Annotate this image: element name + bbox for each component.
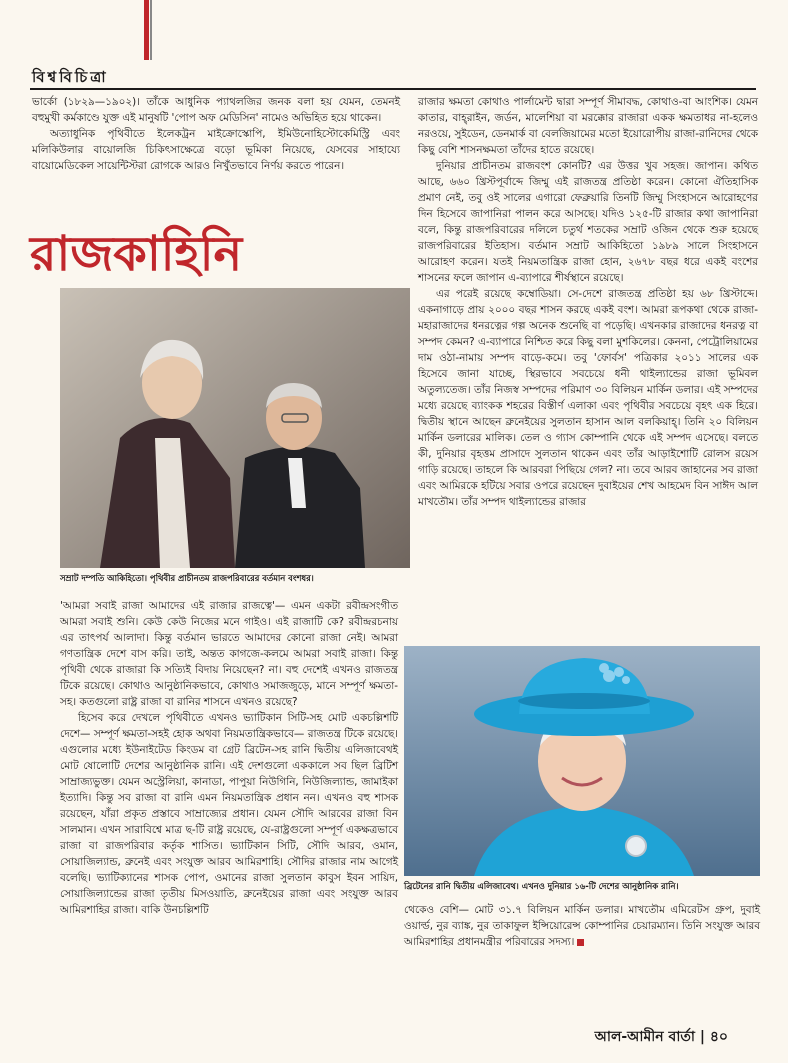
end-mark xyxy=(577,939,584,946)
magazine-name: আল-আমীন বার্তা xyxy=(594,1029,695,1045)
header-divider-bar xyxy=(150,0,152,60)
paragraph: অত্যাধুনিক পৃথিবীতে ইলেকট্রন মাইক্রোস্কোপি, ইমিউনোহিস্টোকেমিস্ট্রি এবং মলিকিউলার বায়োলজি চিকিৎসাক্ষেত্রে বড়ো ভূমিকা নিয়েছে, যেসবের সাহায্যে বায়োমেডিকেল সায়েন্টিস্টরা রোগকে আরও নিখুঁতভাবে নির্ণয় করতে পারেন। xyxy=(32,128,400,172)
queen-photo xyxy=(404,646,760,876)
page-number: ৪০ xyxy=(709,1029,728,1045)
left-top-column xyxy=(32,94,400,174)
header-accent-bar xyxy=(144,0,149,60)
paragraph: রাজার ক্ষমতা কোথাও পার্লামেন্ট দ্বারা সম্পূর্ণ সীমাবদ্ধ, কোথাও-বা আংশিক। যেমন কাতার, বাহ্‌রাইন, জর্ডন, মালেশিয়া বা মরক্কোর রাজারা একক ক্ষমতাধর না-হলেও নরওয়ে, সুইডেন, ডেনমার্ক বা বেলজিয়ামের মতো ইয়োরোপীয় রাজা-রানিদের থেকে কিছু বেশি শাসনক্ষমতা তাঁদের হাতে রয়েছে। xyxy=(418,96,758,156)
right-bottom-column xyxy=(404,902,760,950)
left-bottom-column xyxy=(60,598,398,918)
footer-separator: | xyxy=(699,1029,705,1045)
article-title: রাজকাহিনি xyxy=(30,226,243,282)
paragraph: ভার্কো (১৮২৯—১৯০২)। তাঁকে আধুনিক প্যাথলজির জনক বলা হয় যেমন, তেমনই বহুমুখী কর্মকাণ্ডে যুক্ত এই মানুষটি 'পোপ অফ মেডিসিন' নামেও অভিহিত হয়ে থাকেন। xyxy=(32,96,400,124)
header-rule xyxy=(30,88,756,90)
right-top-column xyxy=(418,94,758,510)
paragraph: এর পরেই রয়েছে কম্বোডিয়া। সে-দেশে রাজতন্ত্র প্রতিষ্ঠা হয় ৬৮ খ্রিস্টাব্দে। একনাগাড়ে প্রায় ২০০০ বছর শাসন করছে একই বংশ। আমরা রূপকথা থেকে রাজা-মহারাজাদের ধনরত্নের গল্প অনেক শুনেছি বা পড়েছি। এখনকার রাজাদের ধনরত্ন বা সম্পদ কেমন? এ-ব্যাপারে নিশ্চিত করে কিছু বলা মুশকিলের। কেননা, পেট্রোলিয়ামের দাম ওঠা-নামায় সম্পদ বাড়ে-কমে। তবু 'ফোর্বস' পত্রিকার ২০১১ সালের এক হিসেবে জানা যাচ্ছে, স্থিরভাবে সবচেয়ে ধনী থাইল্যান্ডের রাজা ভূমিবল অতুল্যতেজ। তাঁর নিজস্ব সম্পদের পরিমাণ ৩০ বিলিয়ন মার্কিন ডলার। এই সম্পদের মধ্যে রয়েছে ব্যাংকক শহরের বিস্তীর্ণ এলাকা এবং পৃথিবীর সবচেয়ে বৃহৎ এক হিরে। দ্বিতীয় স্থানে আছেন ব্রুনেইয়ের সুলতান হাসান আল বলকিয়াহ্‌। তিনি ২০ বিলিয়ন মার্কিন ডলারের মালিক। তেল ও গ্যাস কোম্পানি থেকে এই সম্পদ এসেছে। বলতে কী, দুনিয়ার বৃহত্তম প্রাসাদে সুলতান থাকেন এবং তাঁর আড়াইশোটি রোলস রয়েস গাড়ি রয়েছে। তাহলে কি আরবরা পিছিয়ে গেল? না। তবে আরব জাহানের সব রাজা এবং আমিরকে হটিয়ে সবার ওপরে রয়েছেন দুবাইয়ের শেখ আহমেদ বিন সাঈদ আল মাখতৌম। তাঁর সম্পদ থাইল্যান্ডের রাজার xyxy=(418,288,758,508)
paragraph: 'আমরা সবাই রাজা আমাদের এই রাজার রাজত্বে'— এমন একটা রবীন্দ্রসংগীত আমরা সবাই শুনি। কেউ কেউ নিজের মনে গাইও। এই রাজাটি কে? রবীন্দ্ররচনায় এর তাৎপর্য আলাদা। কিন্তু বর্তমান ভারতে আমাদের কোনো রাজা নেই। আমরা গণতান্ত্রিক দেশে বাস করি। তাই, অন্তত কাগজে-কলমে আমরা সবাই রাজা। কিন্তু পৃথিবী থেকে রাজারা কি সত্যিই বিদায় নিয়েছেন? না। বহু দেশেই এখনও রাজতন্ত্র টিকে রয়েছে। কোথাও আনুষ্ঠানিকভাবে, কোথাও সমাজজুড়ে, মানে সম্পূর্ণ ক্ষমতা-সহ। কতগুলো রাষ্ট্র রাজা বা রানির শাসনে এখনও রয়েছে? xyxy=(60,600,398,708)
photo1-caption: সম্রাট দম্পতি আকিহিতো। পৃথিবীর প্রাচীনতম রাজপরিবারের বর্তমান বংশধর। xyxy=(60,573,314,583)
paragraph: হিসেব করে দেখলে পৃথিবীতে এখনও ভ্যাটিকান সিটি-সহ মোট একচল্লিশটি দেশে— সম্পূর্ণ ক্ষমতা-সহই হোক অথবা নিয়মতান্ত্রিকভাবে— রাজতন্ত্র টিকে রয়েছে। এগুলোর মধ্যে ইউনাইটেড কিংডম বা গ্রেট ব্রিটেন-সহ রানি দ্বিতীয় এলিজাবেথই মোট ষোলোটি দেশের আনুষ্ঠানিক রানি। এই দেশগুলো এককালে সব ছিল ব্রিটিশ সাম্রাজ্যভুক্ত। যেমন অস্ট্রেলিয়া, কানাডা, পাপুয়া নিউগিনি, নিউজিল্যান্ড, জামাইকা ইত্যাদি। কিন্তু সব রাজা বা রানি এমন নিয়মতান্ত্রিক প্রধান নন। এখনও বহু শাসক রয়েছেন, যাঁরা প্রকৃত প্রস্তাবে সাম্রাজ্যের প্রধান। যেমন সৌদি আরবের রাজা বিন সালমান। এখন সারাবিশ্বে মাত্র ছ-টি রাষ্ট্র রয়েছে, যে-রাষ্ট্রগুলো সম্পূর্ণ একক্ষত্রভাবে রাজা বা রাজপরিবার কর্তৃক শাসিত। ভ্যাটিকান সিটি, সৌদি আরব, ওমান, সোয়াজিল্যান্ড, ব্রুনেই এবং সংযুক্ত আরব আমিরশাহি। সৌদির রাজার নাম আগেই বলেছি। ভ্যাটিক্যানের শাসক পোপ, ওমানের রাজা সুলতান কাবুস ইবন সায়িদ, সোয়াজিল্যান্ডের রাজা তৃতীয় মিসওয়াতি, ব্রুনেইয়ের রাজা এবং সংযুক্ত আরব আমিরশাহির রাজা। বাকি উনচল্লিশটি xyxy=(60,712,398,916)
imperial-couple-photo xyxy=(60,288,410,568)
photo2-caption: ব্রিটেনের রানি দ্বিতীয় এলিজাবেথ। এখনও দুনিয়ার ১৬-টি দেশের আনুষ্ঠানিক রানি। xyxy=(404,881,679,891)
paragraph: থেকেও বেশি— মোট ৩১.৭ বিলিয়ন মার্কিন ডলার। মাখতৌম এমিরেটস গ্রুপ, দুবাই ওয়ার্ল্ড, নুর ব্যাঙ্ক, নুর তাকাফুল ইন্সিয়োরেন্স কোম্পানির চেয়ারম্যান। তিনি সংযুক্ত আরব আমিরশাহির প্রধানমন্ত্রীর পরিবারের সদস্য। xyxy=(404,904,760,948)
section-label: বিশ্ববিচিত্রা xyxy=(32,68,109,86)
page-footer xyxy=(595,1025,728,1049)
paragraph: দুনিয়ার প্রাচীনতম রাজবংশ কোনটি? এর উত্তর খুব সহজ। জাপান। কথিত আছে, ৬৬০ খ্রিস্টপূর্বাব্দে জিম্মু এই রাজতন্ত্র প্রতিষ্ঠা করেন। কোনো ঐতিহাসিক প্রমাণ নেই, তবু ওই সালের এগারো ফেব্রুয়ারি তিনটি জিম্মু সিংহাসনে আরোহণের দিন হিসেবে জাপানিরা পালন করে আসছে। যদিও ১২৫-টি রাজার কথা জাপানিরা বলে, কিন্তু রাজপরিবারের দলিলে চতুর্থ শতকের সম্রাট ওজিন থেকে শুরু হয়েছে রাজপরিবারের ইতিহাস। বর্তমান সম্রাট আকিহিতো ১৯৮৯ সালে সিংহাসনে আরোহণ করেন। যতই নিয়মতান্ত্রিক রাজা হোন, ২৬৭৮ বছর ধরে একই বংশের শাসনের ফলে জাপান এ-ব্যাপারে শীর্ষস্থানে রয়েছে। xyxy=(418,160,758,284)
